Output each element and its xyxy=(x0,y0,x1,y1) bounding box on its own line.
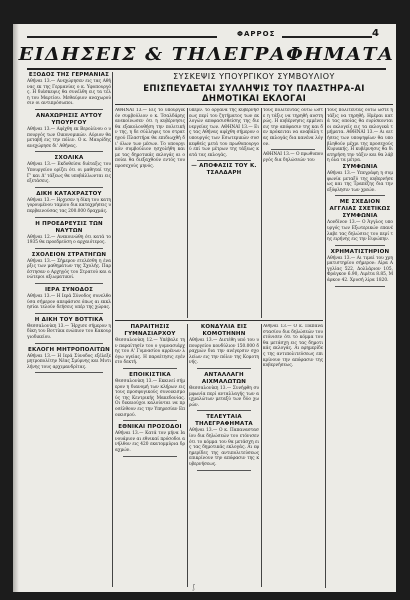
separator xyxy=(35,343,103,344)
separator xyxy=(123,368,177,369)
main-story-text-1: ΑΘΗΝΑΙ 13.— Εις το υπουργικόν συμβούλιον ο κ. Τσαλδάρης ανεκοίνωσεν ότι η κυβέρνησις θα εξακολουθήση την πολιτικήν της, η δε σύλληψις του στρατηγού Πλαστήρα θα επιδιωχθή δι' όλων των μέσων. Το υπουργικόν συμβούλιον ησχολήθη και με τας δημοτικάς εκλογάς αι οποίαι θα διεξαχθούν εντός του προσεχούς μηνός. xyxy=(115,108,185,169)
separator xyxy=(35,248,103,249)
main-story-col-1 xyxy=(115,108,185,318)
main-story-col-2 xyxy=(189,108,259,318)
separator xyxy=(35,151,103,152)
separator xyxy=(197,410,251,411)
news-item xyxy=(27,221,111,249)
news-item xyxy=(327,164,393,196)
news-headline: ΤΕΛΕΥΤΑΙΑ ΤΗΛΕΓΡΑΦΗΜΑΤΑ xyxy=(195,414,253,428)
news-item xyxy=(327,199,393,245)
news-headline: ΕΞΟΔΟΣ ΤΗΣ ΓΕΡΜΑΝΙΑΣ xyxy=(28,72,110,78)
news-item xyxy=(115,424,185,456)
separator xyxy=(271,149,315,150)
main-story-text-3: τούς πολιτευτάς ούτω ώστε η τάξις να τηρηθή αυστηρώς. Η κυβέρνησις εμμένει εις την απόφασιν της και δεν πρόκειται να αναβάλη τας εκλογάς δια κανένα λόγον. xyxy=(263,108,323,147)
lower-column-2 xyxy=(189,324,259,587)
news-headline: Η ΠΡΟΕΔΡΕΥΣΙΣ ΤΩΝ ΝΑΥΤΩΝ xyxy=(35,220,103,234)
news-item xyxy=(27,72,111,110)
news-item xyxy=(189,324,259,369)
news-item xyxy=(27,113,111,152)
news-body: Αθήναι 13.— Υπεγράφη η συμφωνία μεταξύ της κυβερνήσεως και της Τραπέζης δια την εξόφλησιν των χρεών. xyxy=(327,170,393,193)
news-body: Λονδίνον 13.— Ο Άγγλος υπουργός των Εξωτερικών επανέλαβε τας δηλώσεις του περί της ειρήνης εις την Ευρώπην. xyxy=(327,220,393,243)
news-item xyxy=(115,372,185,421)
lower-section-rule xyxy=(115,320,323,321)
column-divider-1 xyxy=(112,72,113,587)
separator xyxy=(35,187,103,188)
separator xyxy=(35,372,103,373)
masthead: ΕΙΔΗΣΕΙΣ & ΤΗΛΕΓΡΑΦΗΜΑΤΑ xyxy=(18,44,395,65)
news-body: Αθήναι 13.— Κατά τον μήνα Ιανουάριον αι εθνικαί πρόσοδοι ανήλθον εις 420 εκατομμύρια δραχμών. xyxy=(115,431,185,453)
separator xyxy=(335,245,385,246)
news-item xyxy=(115,324,185,369)
column-divider-6 xyxy=(261,324,262,587)
news-item xyxy=(189,414,259,470)
masthead-rule xyxy=(27,68,386,70)
news-headline: ΕΘΝΙΚΑΙ ΠΡΟΣΟΔΟΙ xyxy=(118,424,182,431)
separator xyxy=(35,109,103,110)
news-headline: ΣΥΜΦΩΝΙΑ xyxy=(342,163,378,170)
top-bar xyxy=(27,30,388,42)
column-divider-5 xyxy=(187,324,188,587)
news-body: Αθήναι 13.— Αι τιμαί του χρηματιστηρίου σήμερον: Λίρα Αγγλίας 522, Δολλάριον 105, Φράγκον 6.90, Λιρέτα 8.85, Μάρκον 42. Χρυσή λίρα 1820. xyxy=(327,255,393,284)
news-headline: ΙΕΡΑ ΣΥΝΟΔΟΣ xyxy=(44,287,94,294)
right-news-column xyxy=(327,108,393,588)
newspaper-page xyxy=(13,24,396,592)
news-body: Αθήναι 13.— Η Ιερά Σύνοδος συνελθούσα σήμερον απεφάσισε όπως αι εκκλησίαι τελούν δεήσεις υπέρ της χώρας. xyxy=(27,294,111,311)
news-item xyxy=(327,249,393,287)
paper-name: ΦΑΡΡΟΣ xyxy=(237,30,276,38)
news-item xyxy=(27,347,111,374)
news-body: Αθήναι 13.— Η Ιερά Σύνοδος εξέλεξε μητροπολίτην Νέας Σμύρνης και Μυτιλήνης τους αρχιμανδρίτας. xyxy=(27,353,111,370)
news-body: Αθήναι 13.— Ανεχώρησεν εις τας Αθήνας εκ της Γερμανίας ο κ. Υφυπουργός. Η διάσκεψις θα συνέλθη εις τα τέλη του Μαρτίου. Μεθαύριον αναχωρούσιν οι αντιπρόσωποι. xyxy=(27,79,111,107)
banner-headline: ΕΠΙΣΠΕΥΔΕΤΑΙ ΣΥΛΛΗΨΙΣ ΤΟΥ ΠΛΑΣΤΗΡΑ-ΑΙ ΔΗΜΟΤΙΚΑΙ ΕΚΛΟΓΑΙ xyxy=(143,84,365,104)
news-body: Θεσσαλονίκη 13.— Ήρχισε σήμερον η δίκη του Βοττίκα ενώπιον του Κακουργιοδικείου. xyxy=(27,323,111,341)
news-headline: ΜΕ ΣΧΕΔΙΟΝ ΑΓΓΛΙΑΣ ΣΧΕΤΙΚΩΣ ΣΥΜΦΩΝΙΑ xyxy=(329,199,391,220)
news-item xyxy=(27,191,111,218)
main-story-text-2: υπερν. το όργανα της κυβερνήσεως περί του ζητήματος των εκλογών αποφασισθείσης της διενεργείας των. ΑΘΗΝΑΙ 13.— Εις τας Αθήνας αφίχθη σήμερον ο υπουργός των Εσωτερικών συσκεφθείς μετά του πρωθυπουργού επί των μέτρων της τάξεως κατά τας εκλογάς. xyxy=(189,108,259,158)
separator xyxy=(35,313,103,314)
news-headline: ΑΝΑΧΩΡΗΣΙΣ ΑΥΤΟΥ ΥΠΟΥΡΓΟΥ xyxy=(36,112,102,126)
main-story-col-3 xyxy=(263,108,323,318)
story-note-1: — ΑΠΟΦΑΣΙΣ ΤΟΥ Κ. ΤΣΑΛΔΑΡΗ xyxy=(191,163,257,177)
news-headline: ΑΝΤΑΛΛΑΓΗ ΑΙΧΜΑΛΩΤΩΝ xyxy=(201,371,247,385)
news-body: Αθήναι 13.— Ηρχισεν η δίκη του κατηγορουμένου ταμίου δια καταχρήσεις υπερβαινούσας τας 200.000 δραχμάς. xyxy=(27,197,111,214)
column-divider-2 xyxy=(187,108,188,318)
continuation-text: Αθήναι 13.— Ο κ. Παπαναστασίου δια δηλώσεών του ετόνισεν ότι το κόμμα του θα μετάσχη εις τας δημοτικάς εκλογάς. Αι εφημερίδες της αντιπολιτεύσεως επικρίνουν την απόφασιν της κυβερνήσεως. xyxy=(263,324,323,369)
news-headline: ΣΧΟΛΕΙΟΝ ΣΤΡΑΤΗΓΩΝ xyxy=(31,251,107,258)
news-item xyxy=(27,287,111,314)
news-item xyxy=(27,155,111,187)
news-headline: ΚΟΝΔΥΛΙΑ ΕΙΣ ΚΟΜΟΤΗΝΗΝ xyxy=(200,324,248,337)
news-headline: ΠΑΡΑΙΤΗΣΙΣ ΓΥΜΝΑΣΙΑΡΧΟΥ xyxy=(124,324,176,337)
left-news-column xyxy=(27,72,111,587)
right-column-intro: τούς πολιτευτάς ούτω ώστε η τάξις να τηρηθή. Ημέραι κατά τας οποίας θα ευρίσκονται οι εκλογείς εις τα εκλογικά τμήματα. ΑΘΗΝΑΙ 13.— Αι αιτήσεις των υποψηφίων θα υποβληθούν μέχρι της προσεχούς Κυριακής. Η κυβέρνησις θα διατηρήση την τάξιν και θα λάβη όλα τα μέτρα. xyxy=(327,108,393,164)
banner-subtitle: ΣΥΣΚΕΨΙΣ ΥΠΟΥΡΓΙΚΟΥ ΣΥΜΒΟΥΛΙΟΥ xyxy=(173,72,335,81)
page-number: 4 xyxy=(372,28,380,39)
separator xyxy=(197,160,251,161)
news-headline: Η ΔΙΚΗ ΤΟΥ ΒΟΤΤΙΚΑ xyxy=(34,316,104,323)
top-rule-left xyxy=(27,36,217,38)
news-body: Αθήναι 13.— Εκδοθείσα διάταξις του Υπουργείου ορίζει ότι οι μαθηταί της Γ' και Δ' τάξεως θα υποβάλλωνται εις εξετάσεις. xyxy=(27,162,111,185)
separator xyxy=(35,283,103,284)
news-item xyxy=(189,372,259,411)
news-headline: ΧΡΗΜΑΤΙΣΤΗΡΙΟΝ xyxy=(330,248,390,255)
separator xyxy=(335,195,385,196)
lower-column-3 xyxy=(263,324,323,587)
news-body: Θεσσαλονίκη 12.— Υπέβαλε την παραίτησίν του ο γυμνασιάρχης του Α' Γυμνασίου αρρένων λόγω υγείας. Η παραίτησις εγένετο δεκτή. xyxy=(115,338,185,366)
news-body: Θεσσαλονίκη 13.— Εκκινεί σήμερον η διανομή των κλήρων εις τους προσφυγικούς συνοικισμούς της Κεντρικής Μακεδονίας. Οι δικαιούχοι καλούνται να προσέλθουν εις την Υπηρεσίαν Εποικισμού. xyxy=(115,378,185,418)
news-body: Αθήναι 13.— Ο κ. Παπαναστασίου δια δηλώσεών του ετόνισεν ότι το κόμμα του θα μετάσχη εις τας δημοτικάς εκλογάς. Αι εφημερίδες της αντιπολιτεύσεως επικρίνουν την απόφασιν της κυβερνήσεως. xyxy=(189,428,259,467)
separator xyxy=(335,286,385,287)
separator xyxy=(197,368,251,369)
news-body: Αθήναι 13.— Σήμερον ετελέσθη η έναρξις των μαθημάτων της Σχολής. Παρέστησαν ο Αρχηγός του Στρατού και ανώτεροι αξιωματικοί. xyxy=(27,258,111,281)
column-divider-4 xyxy=(325,108,326,588)
separator xyxy=(123,456,177,457)
story-note-2: ΑΘΗΝΑΙ 13.— Ο πρωθυπουργός δια δηλώσεών του xyxy=(263,152,323,163)
news-headline: ΕΚΛΟΓΗ ΜΗΤΡΟΠΟΛΙΤΩΝ xyxy=(28,346,110,353)
news-body: Αθήναι 13.— Διετέθη υπό του υπουργείου κονδύλιον 150.000 δραχμών δια την ανέγερσιν σχολείων εις την πόλιν της Κομοτηνής. xyxy=(189,338,259,366)
separator xyxy=(197,470,251,471)
news-headline: ΔΙΚΗ ΚΑΤΑΧΡΑΣΤΟΥ xyxy=(36,190,102,197)
lower-column-1 xyxy=(115,324,185,587)
news-body: Αθήναι 12.— Ανεκοινώθη ότι κατά το 1935 θα προεδρεύση ο αρχαιότερος. xyxy=(27,234,111,246)
news-headline: ΣΧΟΛΙΚΑ xyxy=(54,155,84,162)
banner-rule xyxy=(115,104,393,105)
top-rule-right xyxy=(282,36,372,38)
news-body: Αθήναι 13.— Αφίχθη εκ Βερολίνου ο υπουργός των Οικονομικών. Αύριον θα μεταβή εις την πόλιν. Ο κ. Μαυρίδης ανεχώρησε δι' Αθήνας. xyxy=(27,126,111,149)
separator xyxy=(35,217,103,218)
news-item xyxy=(27,317,111,344)
separator xyxy=(123,420,177,421)
fold-mark: ʃ xyxy=(193,584,195,591)
column-divider-3 xyxy=(261,108,262,318)
page-edge-shadow xyxy=(13,24,19,592)
news-item xyxy=(27,252,111,284)
news-headline: ΕΠΟΙΚΙΣΤΙΚΑ xyxy=(129,371,171,378)
news-body: Θεσσαλονίκη 13.— Συνήφθη συμφωνία περί ανταλλαγής των αιχμαλώτων μεταξύ των δύο χωρών. xyxy=(189,385,259,408)
